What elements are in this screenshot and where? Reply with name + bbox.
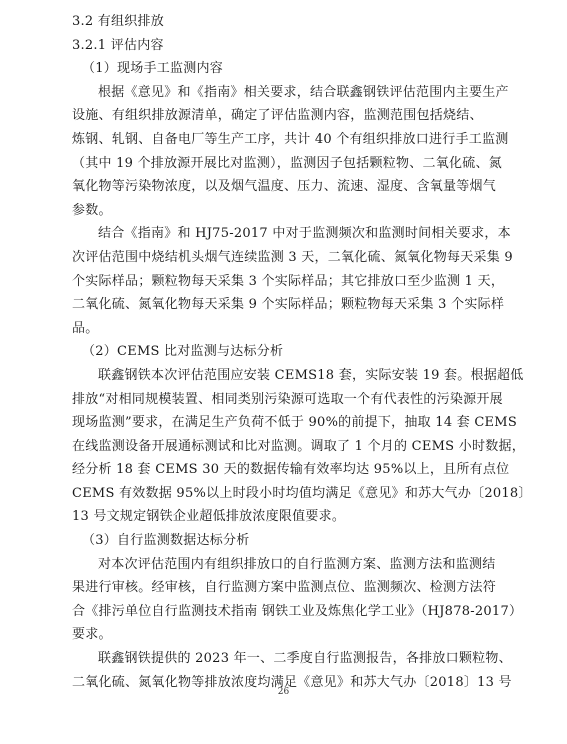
paragraph-line: 参数。 bbox=[72, 202, 112, 218]
paragraph-line: 个实际样品；颗粒物每天采集 3 个实际样品；其它排放口至少监测 1 天， bbox=[72, 273, 505, 289]
paragraph-line: 要求。 bbox=[72, 627, 112, 643]
paragraph-line: 联鑫钢铁本次评估范围应安装 CEMS18 套，实际安装 19 套。根据超低 bbox=[98, 367, 524, 383]
paragraph-line: 联鑫钢铁提供的 2023 年一、二季度自行监测报告，各排放口颗粒物、 bbox=[98, 651, 512, 667]
paragraph-line: 在线监测设备开展通标测试和比对监测。调取了 1 个月的 CEMS 小时数据， bbox=[72, 438, 525, 454]
paragraph-line: 果进行审核。经审核，自行监测方案中监测点位、监测频次、检测方法符 bbox=[72, 580, 497, 596]
item-heading-1: （1）现场手工监测内容 bbox=[82, 61, 224, 77]
document-body bbox=[72, 10, 532, 694]
paragraph-line: 经分析 18 套 CEMS 30 天的数据传输有效率均达 95%以上，且所有点位 bbox=[72, 462, 510, 478]
paragraph-line: CEMS 有效数据 95%以上时段小时均值均满足《意见》和苏大气办〔2018〕 bbox=[72, 485, 532, 501]
section-heading-3-2: 3.2 有组织排放 bbox=[72, 14, 165, 29]
paragraph-line: 氧化物等污染物浓度，以及烟气温度、压力、流速、湿度、含氧量等烟气 bbox=[72, 179, 497, 195]
paragraph-line: 结合《指南》和 HJ75-2017 中对于监测频次和监测时间相关要求，本 bbox=[98, 226, 511, 242]
item-heading-2: （2）CEMS 比对监测与达标分析 bbox=[82, 344, 284, 360]
paragraph-line: 二氧化硫、氮氧化物等排放浓度均满足《意见》和苏大气办〔2018〕13 号 bbox=[72, 674, 512, 690]
paragraph-line: 13 号文规定钢铁企业超低排放浓度限值要求。 bbox=[72, 509, 346, 525]
paragraph-line: 根据《意见》和《指南》相关要求，结合联鑫钢铁评估范围内主要生产 bbox=[98, 84, 509, 100]
item-heading-3: （3）自行监测数据达标分析 bbox=[82, 533, 250, 549]
paragraph-line: （其中 19 个排放源开展比对监测），监测因子包括颗粒物、二氧化硫、氮 bbox=[72, 155, 503, 171]
paragraph-line: 排放“对相同规模装置、相同类别污染源可选取一个有代表性的污染源开展 bbox=[72, 391, 503, 407]
paragraph-line: 次评估范围中烧结机头烟气连续监测 3 天，二氧化硫、氮氧化物每天采集 9 bbox=[72, 249, 513, 265]
page-number: 26 bbox=[277, 687, 290, 697]
paragraph-line: 合《排污单位自行监测技术指南 钢铁工业及炼焦化学工业》（HJ878-2017） bbox=[72, 603, 523, 619]
paragraph-line: 设施、有组织排放源清单，确定了评估监测内容，监测范围包括烧结、 bbox=[72, 108, 483, 124]
paragraph-line: 炼钢、轧钢、自备电厂等生产工序，共计 40 个有组织排放口进行手工监测 bbox=[72, 131, 509, 147]
paragraph-line: 对本次评估范围内有组织排放口的自行监测方案、监测方法和监测结 bbox=[98, 556, 496, 572]
paragraph-line: 现场监测”要求，在满足生产负荷不低于 90%的前提下，抽取 14 套 CEMS bbox=[72, 415, 518, 431]
subsection-heading-3-2-1: 3.2.1 评估内容 bbox=[72, 37, 164, 53]
paragraph-line: 二氧化硫、氮氧化物每天采集 9 个实际样品；颗粒物每天采集 3 个实际样 bbox=[72, 297, 505, 313]
paragraph-line: 品。 bbox=[72, 320, 99, 336]
